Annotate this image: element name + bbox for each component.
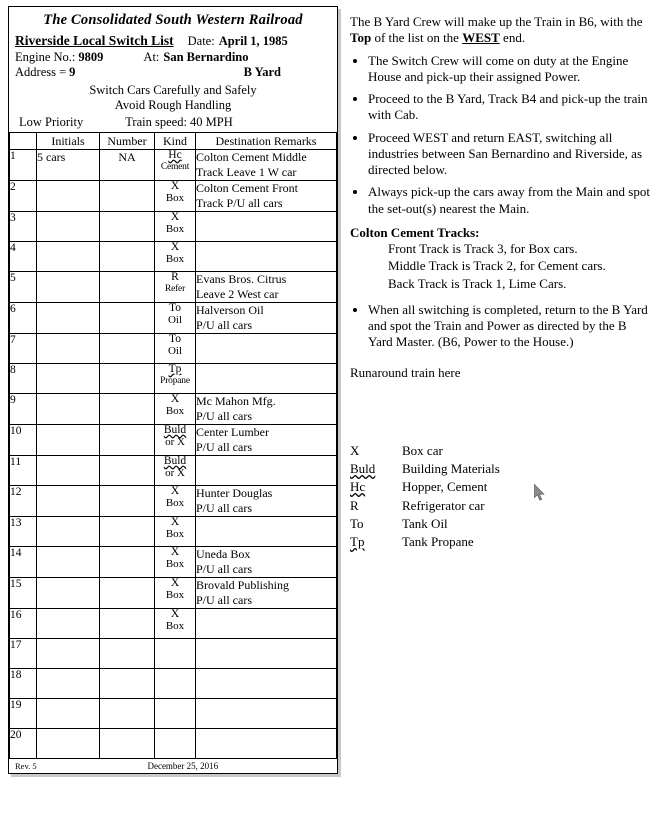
row-car-number-cell[interactable]	[100, 272, 155, 303]
row-car-number-cell[interactable]	[100, 425, 155, 456]
row-number-cell: 8	[10, 364, 37, 394]
table-row	[10, 547, 337, 578]
row-kind-code: Buld	[163, 424, 187, 436]
row-car-number-cell[interactable]: NA	[100, 150, 155, 181]
row-car-number-cell[interactable]	[100, 242, 155, 272]
table-row	[10, 609, 337, 639]
row-car-number-cell[interactable]	[100, 303, 155, 334]
row-kind-code: X	[170, 516, 180, 528]
row-number-cell: 10	[10, 425, 37, 456]
row-car-number-cell[interactable]	[100, 364, 155, 394]
row-initials-cell[interactable]	[37, 669, 100, 699]
row-initials-cell[interactable]	[37, 456, 100, 486]
switch-list-panel	[8, 6, 338, 774]
address-row	[9, 65, 337, 80]
legend-value: Building Materials	[402, 461, 500, 476]
row-kind-cell	[155, 150, 196, 181]
address-value: 9	[69, 65, 76, 79]
table-row	[10, 578, 337, 609]
destination-line-2: P/U all cars	[196, 562, 252, 576]
row-destination-cell[interactable]	[196, 517, 337, 547]
table-row	[10, 272, 337, 303]
destination-line-2: P/U all cars	[196, 440, 252, 454]
row-number-cell: 18	[10, 669, 37, 699]
colton-tracks-heading: Colton Cement Tracks:	[350, 224, 480, 240]
legend-value: Tank Propane	[402, 534, 474, 549]
row-initials-cell[interactable]	[37, 303, 100, 334]
at-value: San Bernardino	[163, 50, 249, 64]
card-footer	[9, 759, 337, 773]
row-destination-cell[interactable]	[196, 364, 337, 394]
row-initials-cell[interactable]	[37, 425, 100, 456]
row-car-number-cell[interactable]	[100, 729, 155, 759]
train-speed-label: Train speed: 40 MPH	[125, 115, 233, 129]
colton-tracks-list	[388, 241, 650, 292]
row-initials-cell[interactable]	[37, 699, 100, 729]
table-row	[10, 242, 337, 272]
destination-line-1: Evans Bros. Citrus	[196, 272, 287, 286]
table-row	[10, 394, 337, 425]
row-destination-cell[interactable]	[196, 639, 337, 669]
column-header-number	[10, 133, 37, 150]
table-row	[10, 212, 337, 242]
safety-note-line1: Switch Cars Carefully and Safely	[89, 83, 257, 97]
column-header-kind: Kind	[155, 133, 196, 150]
legend-key: To	[350, 515, 364, 531]
row-kind-desc: Box	[165, 619, 185, 632]
row-kind-cell	[155, 364, 196, 394]
row-car-number-cell[interactable]	[100, 669, 155, 699]
row-destination-cell[interactable]	[196, 272, 337, 303]
row-car-number-cell[interactable]	[100, 639, 155, 669]
date-label: Date:	[187, 34, 215, 48]
destination-line-1: Brovald Publishing	[196, 578, 290, 592]
row-kind-desc: Box	[165, 404, 185, 417]
railroad-title: The Consolidated South Western Railroad	[43, 12, 303, 28]
row-kind-desc: Box	[165, 252, 185, 265]
row-kind-cell	[155, 242, 196, 272]
row-kind-cell	[155, 272, 196, 303]
legend-row	[350, 516, 650, 532]
column-header-initials: Initials	[37, 133, 100, 150]
row-kind-cell	[155, 303, 196, 334]
table-header-row	[10, 133, 337, 150]
destination-line-2: P/U all cars	[196, 593, 252, 607]
row-kind-cell	[155, 456, 196, 486]
row-kind-code: X	[170, 608, 180, 620]
row-kind-cell	[155, 486, 196, 517]
row-car-number-cell[interactable]	[100, 181, 155, 212]
destination-line-1: Center Lumber	[196, 425, 269, 439]
switch-list-card	[8, 6, 338, 774]
runaround-note: Runaround train here	[350, 364, 461, 380]
row-kind-cell	[155, 334, 196, 364]
legend-key: Tp	[350, 534, 365, 549]
row-destination-cell[interactable]	[196, 578, 337, 609]
row-kind-cell	[155, 729, 196, 759]
priority-label: Low Priority	[19, 115, 84, 129]
instruction-bullet: • Proceed WEST and return EAST, switching all industries between San Bernardino and Riverside, as directed below.	[368, 130, 650, 179]
legend-key: R	[350, 497, 359, 513]
column-header-destination: Destination Remarks	[196, 133, 337, 150]
switch-list-table	[9, 132, 337, 759]
destination-line-2: P/U all cars	[196, 318, 252, 332]
legend-key: Hc	[350, 479, 366, 495]
row-kind-code: X	[170, 546, 180, 558]
row-number-cell: 17	[10, 639, 37, 669]
row-destination-cell[interactable]	[196, 181, 337, 212]
row-number-cell: 11	[10, 456, 37, 486]
safety-note-line2: Avoid Rough Handling	[114, 98, 232, 112]
row-kind-cell	[155, 609, 196, 639]
legend-value: Box car	[402, 442, 443, 458]
row-car-number-cell[interactable]	[100, 517, 155, 547]
table-row	[10, 456, 337, 486]
row-initials-cell[interactable]	[37, 547, 100, 578]
row-destination-cell[interactable]	[196, 394, 337, 425]
row-initials-cell[interactable]	[37, 639, 100, 669]
row-destination-cell[interactable]	[196, 242, 337, 272]
row-number-cell: 1	[10, 150, 37, 181]
row-number-cell: 15	[10, 578, 37, 609]
legend-value: Refrigerator car	[402, 497, 485, 513]
row-initials-cell[interactable]	[37, 394, 100, 425]
row-kind-code: To	[169, 333, 181, 345]
colton-track-line: Middle Track is Track 2, for Cement cars.	[388, 258, 606, 274]
row-number-cell: 7	[10, 334, 37, 364]
row-initials-cell[interactable]	[37, 517, 100, 547]
table-row	[10, 486, 337, 517]
switch-list-header-row	[9, 33, 337, 49]
at-label: At:	[143, 50, 160, 64]
colton-track-line: Back Track is Track 1, Lime Cars.	[388, 275, 567, 291]
row-destination-cell[interactable]	[196, 669, 337, 699]
table-row	[10, 150, 337, 181]
final-bullet-item: • When all switching is completed, return to the B Yard and spot the Train and Power as directed by the B Yard Master. (B6, Power to the House.)	[368, 302, 650, 351]
intro-mid: of the list on the	[371, 30, 463, 46]
destination-line-2: Leave 2 West car	[196, 287, 279, 301]
row-initials-cell[interactable]	[37, 364, 100, 394]
intro-post: end.	[499, 30, 526, 46]
row-initials-cell[interactable]	[37, 212, 100, 242]
intro-paragraph	[350, 14, 650, 47]
final-bullet-list	[350, 302, 650, 351]
row-kind-cell	[155, 699, 196, 729]
row-number-cell: 12	[10, 486, 37, 517]
row-initials-cell[interactable]	[37, 609, 100, 639]
row-kind-cell	[155, 181, 196, 212]
row-kind-desc: Refer	[164, 283, 186, 294]
intro-west: WEST	[462, 30, 500, 46]
legend-value: Tank Oil	[402, 515, 448, 531]
instructions-panel	[350, 14, 650, 552]
row-destination-cell[interactable]	[196, 334, 337, 364]
row-kind-cell	[155, 639, 196, 669]
row-kind-desc: Box	[165, 191, 185, 204]
destination-line-2: Track Leave 1 W car	[196, 165, 297, 179]
row-kind-desc: Box	[165, 527, 185, 540]
switch-list-title: Riverside Local Switch List	[15, 33, 174, 48]
row-car-number-cell[interactable]	[100, 547, 155, 578]
table-row	[10, 669, 337, 699]
instruction-bullet: • Proceed to the B Yard, Track B4 and pick-up the train with Cab.	[368, 91, 650, 124]
destination-line-1: Halverson Oil	[196, 303, 264, 317]
car-type-legend	[350, 443, 650, 551]
row-car-number-cell[interactable]	[100, 334, 155, 364]
legend-row	[350, 461, 650, 477]
row-destination-cell[interactable]	[196, 456, 337, 486]
row-car-number-cell[interactable]	[100, 456, 155, 486]
row-number-cell: 13	[10, 517, 37, 547]
destination-line-2: Track P/U all cars	[196, 196, 283, 210]
row-car-number-cell[interactable]	[100, 486, 155, 517]
destination-line-1: Colton Cement Middle	[196, 150, 307, 164]
row-number-cell: 19	[10, 699, 37, 729]
row-number-cell: 9	[10, 394, 37, 425]
engine-row	[9, 49, 337, 65]
row-kind-code: R	[171, 271, 179, 283]
row-destination-cell[interactable]	[196, 547, 337, 578]
yard-label: B Yard	[243, 65, 281, 79]
row-kind-code: X	[170, 241, 180, 253]
destination-line-2: P/U all cars	[196, 409, 252, 423]
row-kind-cell	[155, 517, 196, 547]
instruction-bullet: • The Switch Crew will come on duty at the Engine House and pick-up their assigned Power.	[368, 53, 650, 86]
row-destination-cell[interactable]	[196, 699, 337, 729]
row-kind-code: X	[170, 485, 180, 497]
row-destination-cell[interactable]	[196, 729, 337, 759]
intro-pre: The B Yard Crew will make up the Train in B6, with the	[350, 14, 643, 29]
legend-row	[350, 534, 650, 550]
row-kind-desc: Box	[165, 496, 185, 509]
row-kind-code: Hc	[168, 149, 182, 161]
row-initials-cell[interactable]	[37, 334, 100, 364]
priority-row	[9, 115, 337, 132]
date-value: April 1, 1985	[218, 34, 288, 48]
row-number-cell: 16	[10, 609, 37, 639]
row-initials-cell[interactable]	[37, 272, 100, 303]
destination-line-1: Uneda Box	[196, 547, 251, 561]
row-kind-code: Buld	[163, 455, 187, 467]
destination-line-2: P/U all cars	[196, 501, 252, 515]
row-number-cell: 14	[10, 547, 37, 578]
row-car-number-cell[interactable]	[100, 699, 155, 729]
row-kind-desc: Cement	[160, 161, 190, 172]
revision-label: Rev. 5	[15, 761, 37, 771]
legend-key: X	[350, 442, 360, 458]
row-car-number-cell[interactable]	[100, 609, 155, 639]
instruction-bullets	[350, 53, 650, 217]
row-kind-cell	[155, 578, 196, 609]
row-kind-code: X	[170, 211, 180, 223]
destination-line-1: Mc Mahon Mfg.	[196, 394, 276, 408]
address-label: Address =	[15, 65, 67, 79]
row-kind-code: X	[170, 180, 180, 192]
row-initials-cell[interactable]	[37, 486, 100, 517]
legend-key: Buld	[350, 461, 376, 476]
table-row	[10, 334, 337, 364]
engine-label: Engine No.:	[15, 50, 76, 64]
row-destination-cell[interactable]	[196, 212, 337, 242]
row-destination-cell[interactable]	[196, 609, 337, 639]
row-number-cell: 3	[10, 212, 37, 242]
row-kind-code: X	[170, 577, 180, 589]
row-initials-cell[interactable]	[37, 729, 100, 759]
row-kind-cell	[155, 212, 196, 242]
colton-track-line: Front Track is Track 3, for Box cars.	[388, 241, 578, 256]
row-kind-desc: Propane	[160, 375, 190, 386]
row-destination-cell[interactable]	[196, 486, 337, 517]
row-initials-cell[interactable]	[37, 242, 100, 272]
row-kind-cell	[155, 669, 196, 699]
mouse-cursor	[534, 484, 546, 502]
row-kind-code: X	[170, 393, 180, 405]
legend-row	[350, 443, 650, 459]
row-kind-cell	[155, 425, 196, 456]
row-kind-desc: Oil	[167, 344, 183, 357]
legend-value: Hopper, Cement	[402, 479, 488, 495]
row-kind-code: Tp	[168, 363, 182, 375]
row-initials-cell[interactable]	[37, 181, 100, 212]
row-number-cell: 20	[10, 729, 37, 759]
row-kind-desc: Box	[165, 557, 185, 570]
row-kind-code: To	[169, 302, 181, 314]
legend-row	[350, 498, 650, 514]
table-row	[10, 181, 337, 212]
row-number-cell: 6	[10, 303, 37, 334]
row-kind-desc: Box	[165, 588, 185, 601]
row-car-number-cell[interactable]	[100, 212, 155, 242]
table-row	[10, 639, 337, 669]
row-car-number-cell[interactable]	[100, 394, 155, 425]
row-car-number-cell[interactable]	[100, 578, 155, 609]
engine-value: 9809	[78, 50, 104, 64]
table-row	[10, 729, 337, 759]
row-kind-desc: or X	[165, 435, 185, 448]
column-header-car-number: Number	[100, 133, 155, 150]
table-row	[10, 364, 337, 394]
intro-top: Top	[350, 30, 372, 46]
legend-row	[350, 479, 650, 495]
table-row	[10, 425, 337, 456]
row-number-cell: 4	[10, 242, 37, 272]
row-kind-desc: or X	[165, 466, 185, 479]
row-number-cell: 5	[10, 272, 37, 303]
row-kind-cell	[155, 547, 196, 578]
instruction-bullet: • Always pick-up the cars away from the Main and spot the set-out(s) nearest the Main.	[368, 184, 650, 217]
destination-line-1: Hunter Douglas	[196, 486, 273, 500]
table-row	[10, 303, 337, 334]
row-kind-desc: Oil	[167, 313, 183, 326]
row-initials-cell[interactable]	[37, 578, 100, 609]
row-initials-cell[interactable]: 5 cars	[37, 150, 100, 181]
row-destination-cell[interactable]	[196, 303, 337, 334]
destination-line-1: Colton Cement Front	[196, 181, 298, 195]
row-destination-cell[interactable]	[196, 425, 337, 456]
table-row	[10, 699, 337, 729]
footer-date: December 25, 2016	[147, 761, 219, 771]
row-destination-cell[interactable]	[196, 150, 337, 181]
row-kind-cell	[155, 394, 196, 425]
table-row	[10, 517, 337, 547]
row-kind-desc: Box	[165, 222, 185, 235]
row-number-cell: 2	[10, 181, 37, 212]
